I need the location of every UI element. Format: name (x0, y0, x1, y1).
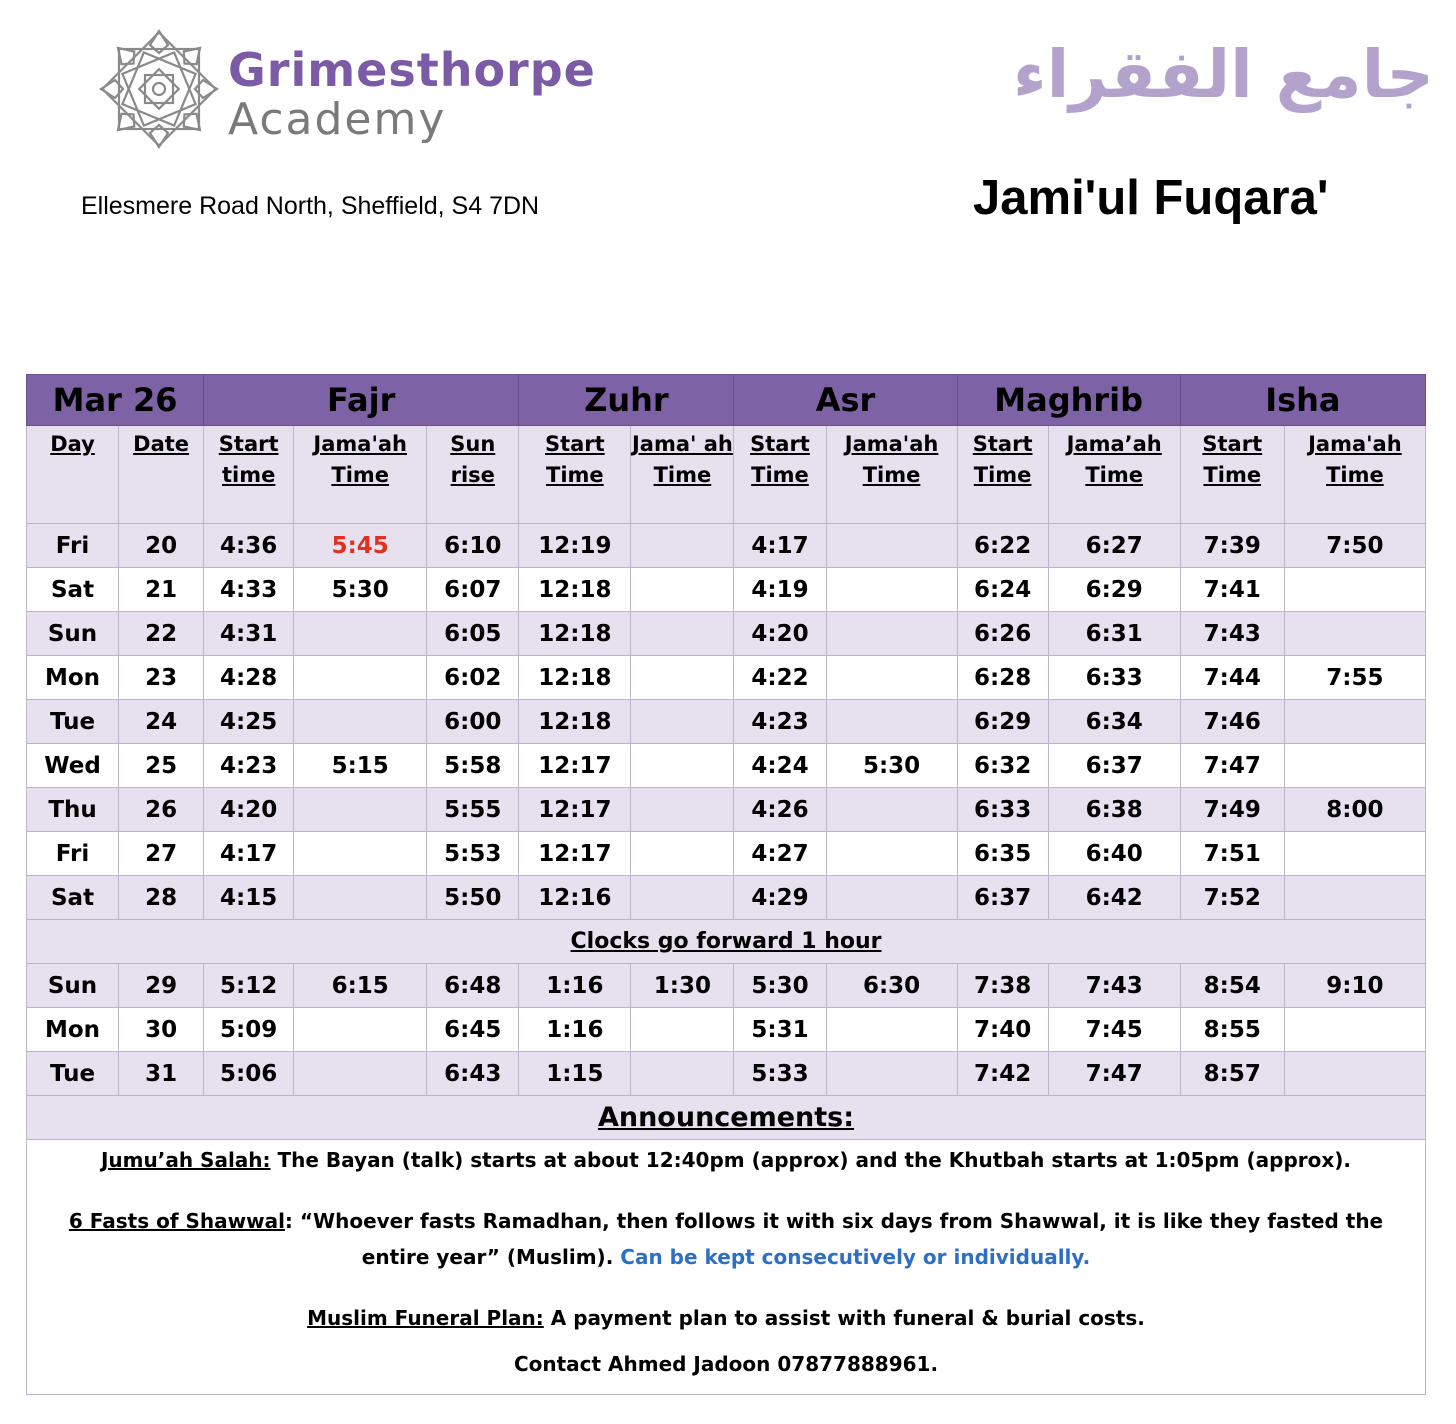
cell-asr-jamaah (826, 788, 957, 832)
cell-fajr-start: 4:36 (204, 524, 294, 568)
arabic-mosque-name: جامع الفقراء (1012, 36, 1434, 113)
cell-zuhr-jamaah (631, 612, 734, 656)
cell-date: 31 (119, 1052, 204, 1096)
cell-fajr-start: 5:06 (204, 1052, 294, 1096)
cell-isha-jamaah (1284, 1052, 1425, 1096)
cell-date: 27 (119, 832, 204, 876)
jumuah-text: The Bayan (talk) starts at about 12:40pm (approx) and the Khutbah starts at 1:05pm (approx). (270, 1148, 1351, 1172)
cell-maghrib-start: 6:22 (957, 524, 1048, 568)
cell-isha-jamaah (1284, 568, 1425, 612)
table-row (27, 700, 1426, 744)
cell-sunrise: 6:10 (427, 524, 519, 568)
cell-maghrib-jamaah: 6:38 (1048, 788, 1180, 832)
cell-isha-jamaah (1284, 1008, 1425, 1052)
table-row (27, 1008, 1426, 1052)
cell-sunrise: 6:05 (427, 612, 519, 656)
prayer-maghrib: Maghrib (957, 375, 1180, 426)
cell-zuhr-start: 1:16 (519, 964, 631, 1008)
cell-isha-jamaah (1284, 876, 1425, 920)
col-header-asr-start: Start Time (734, 426, 826, 524)
cell-zuhr-jamaah (631, 524, 734, 568)
cell-date: 23 (119, 656, 204, 700)
cell-asr-jamaah (826, 568, 957, 612)
cell-isha-start: 7:52 (1180, 876, 1284, 920)
month-label: Mar 26 (27, 375, 204, 426)
funeral-label: Muslim Funeral Plan: (307, 1306, 544, 1330)
cell-day: Thu (27, 788, 119, 832)
cell-maghrib-jamaah: 7:45 (1048, 1008, 1180, 1052)
cell-asr-start: 4:27 (734, 832, 826, 876)
cell-fajr-jamaah: 5:30 (294, 568, 427, 612)
cell-maghrib-start: 6:33 (957, 788, 1048, 832)
cell-day: Mon (27, 1008, 119, 1052)
cell-fajr-start: 4:15 (204, 876, 294, 920)
cell-date: 30 (119, 1008, 204, 1052)
cell-isha-start: 7:49 (1180, 788, 1284, 832)
col-header-isha-start: Start Time (1180, 426, 1284, 524)
table-row (27, 788, 1426, 832)
cell-day: Fri (27, 524, 119, 568)
cell-zuhr-start: 1:15 (519, 1052, 631, 1096)
funeral-text: A payment plan to assist with funeral & burial costs. (543, 1306, 1145, 1330)
cell-day: Sun (27, 964, 119, 1008)
cell-maghrib-jamaah: 7:47 (1048, 1052, 1180, 1096)
jumuah-announcement (41, 1142, 1411, 1178)
cell-asr-start: 5:30 (734, 964, 826, 1008)
col-header-maghrib-jamaah: Jama’ah Time (1048, 426, 1180, 524)
cell-sunrise: 6:45 (427, 1008, 519, 1052)
clock-change-notice-row (27, 920, 1426, 964)
cell-date: 21 (119, 568, 204, 612)
geometric-star-pattern-icon (96, 26, 222, 152)
cell-asr-jamaah (826, 1008, 957, 1052)
cell-date: 24 (119, 700, 204, 744)
cell-isha-jamaah (1284, 612, 1425, 656)
cell-maghrib-jamaah: 6:34 (1048, 700, 1180, 744)
cell-maghrib-jamaah: 6:31 (1048, 612, 1180, 656)
cell-asr-start: 4:17 (734, 524, 826, 568)
prayer-isha: Isha (1180, 375, 1425, 426)
cell-maghrib-start: 7:42 (957, 1052, 1048, 1096)
cell-fajr-jamaah (294, 876, 427, 920)
cell-maghrib-start: 7:38 (957, 964, 1048, 1008)
cell-asr-jamaah (826, 700, 957, 744)
cell-fajr-jamaah: 5:45 (294, 524, 427, 568)
cell-maghrib-jamaah: 6:29 (1048, 568, 1180, 612)
brand-subtitle: Academy (228, 94, 447, 145)
cell-sunrise: 5:58 (427, 744, 519, 788)
cell-isha-start: 7:39 (1180, 524, 1284, 568)
cell-date: 28 (119, 876, 204, 920)
cell-fajr-jamaah (294, 788, 427, 832)
col-header-isha-jamaah: Jama'ah Time (1284, 426, 1425, 524)
table-row (27, 1052, 1426, 1096)
cell-isha-start: 8:54 (1180, 964, 1284, 1008)
cell-asr-jamaah: 5:30 (826, 744, 957, 788)
brand-name: Grimesthorpe (228, 43, 596, 97)
cell-isha-start: 7:41 (1180, 568, 1284, 612)
mosque-name: Jami'ul Fuqara' (973, 171, 1329, 225)
cell-day: Wed (27, 744, 119, 788)
cell-maghrib-jamaah: 6:37 (1048, 744, 1180, 788)
cell-isha-start: 7:47 (1180, 744, 1284, 788)
cell-asr-jamaah (826, 1052, 957, 1096)
prayer-zuhr: Zuhr (519, 375, 734, 426)
cell-zuhr-start: 12:18 (519, 612, 631, 656)
cell-maghrib-start: 6:35 (957, 832, 1048, 876)
table-row (27, 612, 1426, 656)
cell-asr-start: 4:23 (734, 700, 826, 744)
cell-maghrib-start: 7:40 (957, 1008, 1048, 1052)
cell-sunrise: 6:48 (427, 964, 519, 1008)
cell-sunrise: 6:07 (427, 568, 519, 612)
cell-maghrib-start: 6:28 (957, 656, 1048, 700)
cell-zuhr-start: 1:16 (519, 1008, 631, 1052)
cell-zuhr-start: 12:18 (519, 656, 631, 700)
cell-zuhr-start: 12:18 (519, 700, 631, 744)
cell-fajr-jamaah (294, 700, 427, 744)
cell-fajr-jamaah: 6:15 (294, 964, 427, 1008)
table-row (27, 832, 1426, 876)
cell-fajr-jamaah (294, 656, 427, 700)
col-header-sunrise: Sun rise (427, 426, 519, 524)
cell-maghrib-start: 6:32 (957, 744, 1048, 788)
cell-fajr-start: 4:31 (204, 612, 294, 656)
cell-date: 29 (119, 964, 204, 1008)
cell-zuhr-jamaah (631, 1052, 734, 1096)
cell-zuhr-start: 12:18 (519, 568, 631, 612)
cell-asr-jamaah (826, 524, 957, 568)
cell-zuhr-jamaah (631, 876, 734, 920)
cell-sunrise: 6:00 (427, 700, 519, 744)
shawwal-announcement (41, 1203, 1411, 1275)
prayer-timetable (26, 374, 1426, 1395)
cell-day: Fri (27, 832, 119, 876)
cell-fajr-start: 4:28 (204, 656, 294, 700)
cell-fajr-start: 4:20 (204, 788, 294, 832)
cell-asr-jamaah (826, 832, 957, 876)
cell-zuhr-start: 12:16 (519, 876, 631, 920)
cell-isha-jamaah: 8:00 (1284, 788, 1425, 832)
prayer-asr: Asr (734, 375, 957, 426)
cell-zuhr-jamaah (631, 1008, 734, 1052)
cell-asr-start: 4:24 (734, 744, 826, 788)
cell-isha-start: 7:51 (1180, 832, 1284, 876)
cell-fajr-jamaah (294, 612, 427, 656)
cell-maghrib-jamaah: 6:33 (1048, 656, 1180, 700)
cell-day: Tue (27, 1052, 119, 1096)
cell-sunrise: 5:55 (427, 788, 519, 832)
cell-isha-jamaah (1284, 700, 1425, 744)
cell-fajr-start: 4:23 (204, 744, 294, 788)
cell-isha-jamaah (1284, 744, 1425, 788)
cell-isha-jamaah: 7:55 (1284, 656, 1425, 700)
cell-zuhr-start: 12:17 (519, 788, 631, 832)
table-row (27, 568, 1426, 612)
cell-isha-jamaah (1284, 832, 1425, 876)
cell-fajr-jamaah (294, 1008, 427, 1052)
cell-fajr-start: 5:09 (204, 1008, 294, 1052)
prayer-fajr: Fajr (204, 375, 519, 426)
cell-maghrib-jamaah: 6:42 (1048, 876, 1180, 920)
column-header-row (27, 426, 1426, 524)
announcements-body-row (27, 1140, 1426, 1395)
cell-day: Tue (27, 700, 119, 744)
cell-zuhr-jamaah (631, 656, 734, 700)
cell-isha-start: 8:57 (1180, 1052, 1284, 1096)
col-header-date: Date (119, 426, 204, 524)
col-header-zuhr-jamaah: Jama' ah Time (631, 426, 734, 524)
col-header-zuhr-start: Start Time (519, 426, 631, 524)
cell-isha-start: 7:44 (1180, 656, 1284, 700)
col-header-maghrib-start: Start Time (957, 426, 1048, 524)
cell-isha-start: 7:46 (1180, 700, 1284, 744)
cell-day: Sat (27, 876, 119, 920)
cell-fajr-start: 4:25 (204, 700, 294, 744)
prayer-title-row (27, 375, 1426, 426)
cell-zuhr-jamaah: 1:30 (631, 964, 734, 1008)
cell-isha-start: 7:43 (1180, 612, 1284, 656)
col-header-day: Day (27, 426, 119, 524)
funeral-announcement (41, 1300, 1411, 1336)
cell-sunrise: 6:02 (427, 656, 519, 700)
announcements-title: Announcements: (27, 1096, 1426, 1140)
cell-sunrise: 5:53 (427, 832, 519, 876)
cell-date: 22 (119, 612, 204, 656)
table-row (27, 744, 1426, 788)
cell-maghrib-jamaah: 7:43 (1048, 964, 1180, 1008)
cell-zuhr-start: 12:17 (519, 744, 631, 788)
cell-maghrib-start: 6:26 (957, 612, 1048, 656)
cell-asr-start: 4:20 (734, 612, 826, 656)
cell-sunrise: 5:50 (427, 876, 519, 920)
clock-change-notice: Clocks go forward 1 hour (27, 920, 1426, 964)
cell-date: 26 (119, 788, 204, 832)
cell-asr-jamaah (826, 876, 957, 920)
table-row (27, 876, 1426, 920)
announcements-title-row (27, 1096, 1426, 1140)
table-row (27, 964, 1426, 1008)
cell-sunrise: 6:43 (427, 1052, 519, 1096)
cell-zuhr-jamaah (631, 744, 734, 788)
cell-fajr-start: 5:12 (204, 964, 294, 1008)
cell-zuhr-start: 12:17 (519, 832, 631, 876)
cell-fajr-jamaah (294, 832, 427, 876)
table-row (27, 524, 1426, 568)
cell-zuhr-jamaah (631, 700, 734, 744)
cell-maghrib-start: 6:29 (957, 700, 1048, 744)
shawwal-label: 6 Fasts of Shawwal (68, 1209, 285, 1233)
cell-asr-start: 4:22 (734, 656, 826, 700)
col-header-asr-jamaah: Jama'ah Time (826, 426, 957, 524)
cell-fajr-jamaah (294, 1052, 427, 1096)
col-header-fajr-jamaah: Jama'ah Time (294, 426, 427, 524)
address: Ellesmere Road North, Sheffield, S4 7DN (81, 192, 540, 220)
cell-maghrib-jamaah: 6:40 (1048, 832, 1180, 876)
cell-asr-start: 4:29 (734, 876, 826, 920)
cell-zuhr-start: 12:19 (519, 524, 631, 568)
contact-line: Contact Ahmed Jadoon 07877888961. (513, 1352, 939, 1376)
cell-asr-start: 5:33 (734, 1052, 826, 1096)
cell-fajr-start: 4:17 (204, 832, 294, 876)
cell-maghrib-start: 6:24 (957, 568, 1048, 612)
shawwal-note: Can be kept consecutively or individually. (620, 1245, 1091, 1269)
cell-isha-jamaah: 9:10 (1284, 964, 1425, 1008)
cell-zuhr-jamaah (631, 832, 734, 876)
cell-zuhr-jamaah (631, 788, 734, 832)
cell-date: 20 (119, 524, 204, 568)
cell-fajr-jamaah: 5:15 (294, 744, 427, 788)
cell-maghrib-start: 6:37 (957, 876, 1048, 920)
cell-day: Sat (27, 568, 119, 612)
cell-fajr-start: 4:33 (204, 568, 294, 612)
cell-asr-start: 5:31 (734, 1008, 826, 1052)
table-row (27, 656, 1426, 700)
jumuah-label: Jumu’ah Salah: (100, 1148, 271, 1172)
cell-asr-start: 4:19 (734, 568, 826, 612)
cell-date: 25 (119, 744, 204, 788)
cell-asr-jamaah (826, 612, 957, 656)
cell-asr-jamaah: 6:30 (826, 964, 957, 1008)
cell-isha-start: 8:55 (1180, 1008, 1284, 1052)
cell-day: Mon (27, 656, 119, 700)
cell-zuhr-jamaah (631, 568, 734, 612)
cell-asr-jamaah (826, 656, 957, 700)
col-header-fajr-start: Start time (204, 426, 294, 524)
cell-day: Sun (27, 612, 119, 656)
announcements-body (27, 1140, 1426, 1395)
shawwal-text: : “Whoever fasts Ramadhan, then follows it with six days from Shawwal, it is like they fasted the entire year” (Muslim). (284, 1209, 1384, 1269)
cell-asr-start: 4:26 (734, 788, 826, 832)
cell-maghrib-jamaah: 6:27 (1048, 524, 1180, 568)
cell-isha-jamaah: 7:50 (1284, 524, 1425, 568)
